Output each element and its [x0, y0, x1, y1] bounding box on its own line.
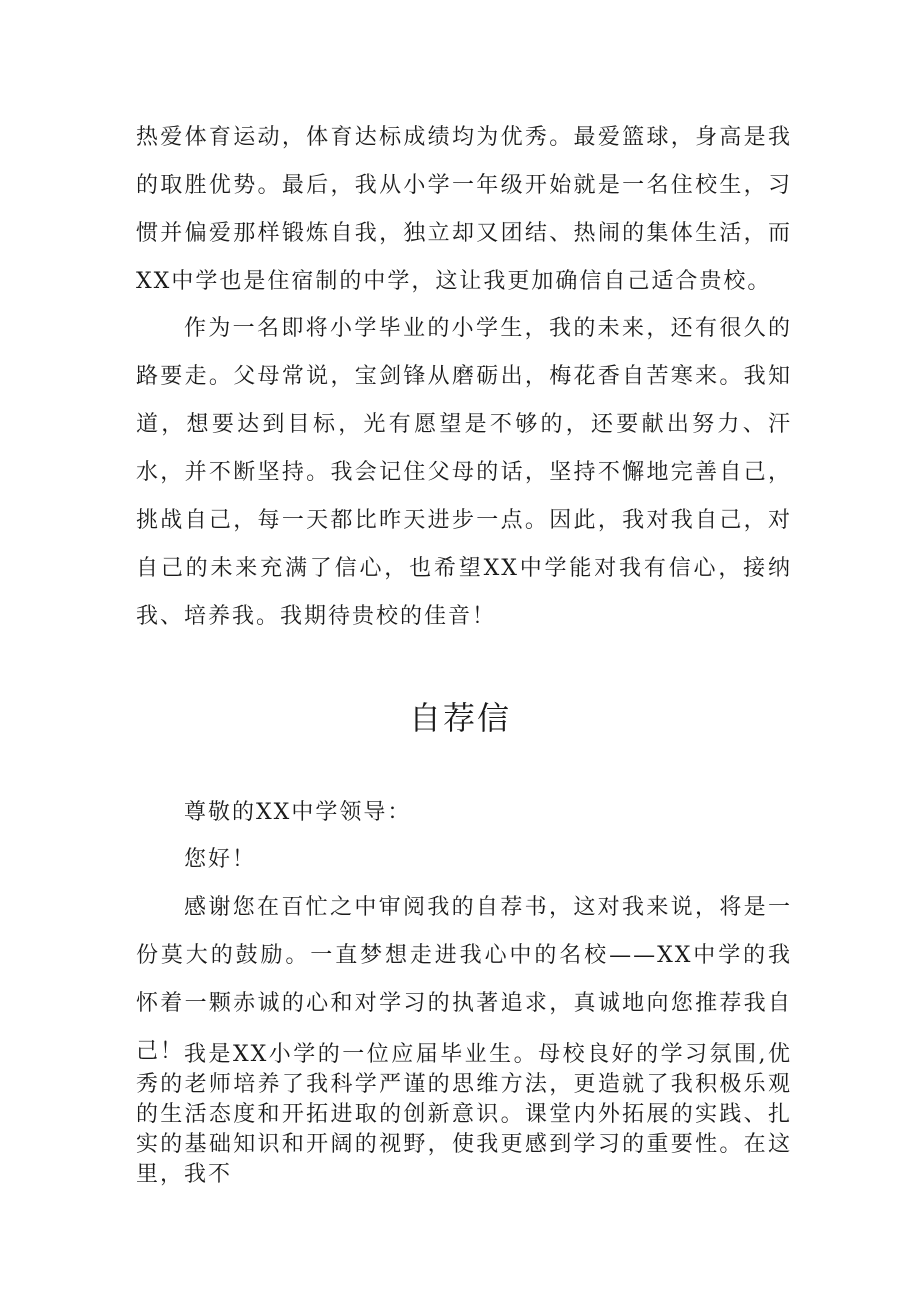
letter-greeting: 您好！ — [184, 847, 257, 872]
letter-paragraph: 感谢您在百忙之中审阅我的自荐书，这对我来说，将是一份莫大的鼓励。一直梦想走进我心中的名校——XX中学的我怀着一颗赤诚的心和对学习的执著追求，真诚地向您推荐我自己！ — [136, 895, 792, 1064]
letter-paragraph: 我是XX小学的一位应届毕业生。母校良好的学习氛围,优秀的老师培养了我科学严谨的思维方法，更造就了我积极乐观的生活态度和开拓进取的创新意识。课堂内外拓展的实践、扎实的基础知识和开阔的视野，使我更感到学习的重要性。在这里，我不 — [136, 1042, 792, 1187]
letter-salutation: 尊敬的XX中学领导： — [184, 800, 412, 825]
body-paragraph: 热爱体育运动，体育达标成绩均为优秀。最爱篮球，身高是我的取胜优势。最后，我从小学一年级开始就是一名住校生，习惯并偏爱那样锻炼自我，独立却又团结、热闹的集体生活，而XX中学也是住宿制的中学，这让我更加确信自己适合贵校。 — [136, 125, 792, 294]
body-paragraph: 作为一名即将小学毕业的小学生，我的未来，还有很久的路要走。父母常说，宝剑锋从磨砺出，梅花香自苦寒来。我知道，想要达到目标，光有愿望是不够的，还要献出努力、汗水，并不断坚持。我会记住父母的话，坚持不懈地完善自己，挑战自己，每一天都比昨天进步一点。因此，我对我自己，对自己的未来充满了信心，也希望XX中学能对我有信心，接纳我、培养我。我期待贵校的佳音！ — [136, 316, 792, 629]
letter-title: 自荐信 — [408, 699, 511, 737]
